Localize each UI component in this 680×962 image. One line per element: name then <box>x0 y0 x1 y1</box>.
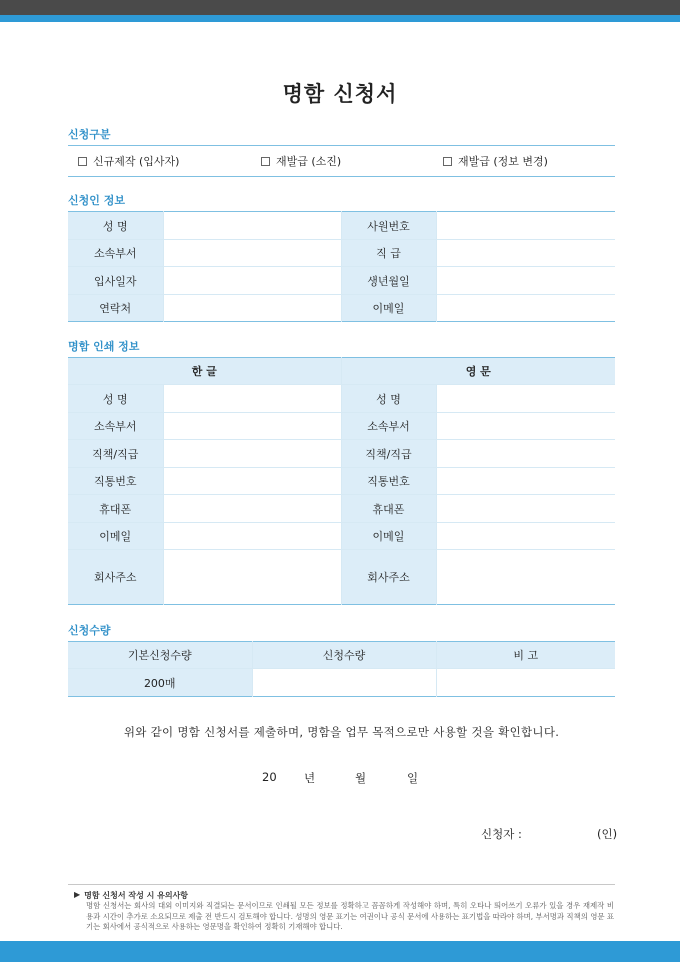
input-department[interactable] <box>163 240 341 267</box>
input-kr-name[interactable] <box>163 385 341 413</box>
category-options <box>68 147 615 175</box>
checkbox-icon[interactable] <box>443 157 452 166</box>
checkbox-reissue-exhausted[interactable] <box>261 153 341 169</box>
input-kr-mobile[interactable] <box>163 495 341 523</box>
notes-body: 명함 신청서는 회사의 대외 이미지와 직결되는 문서이므로 인쇄될 모든 정보를 정확하고 꼼꼼하게 작성해야 하며, 특히 오타나 띄어쓰기 오류가 있을 경우 재제작 비용과 시간이 추가로 소요되므로 제출 전 반드시 검토해야 합니다. 성명의 영문 표기는 여권이나 공식 문서에 사용하는 표기법을 따라야 하며, 부서명과 직책의 영문 표기는 회사에서 공식적으로 사용하는 영문명을 확인하여 정확히 기재해야 합니다. <box>86 901 614 932</box>
input-email[interactable] <box>436 295 615 322</box>
section-title-print: 명함 인쇄 정보 <box>68 340 140 353</box>
header-base-quantity: 기본신청수량 <box>68 642 252 669</box>
label-email: 이메일 <box>341 295 436 322</box>
input-requested-quantity[interactable] <box>252 669 436 697</box>
label-contact: 연락처 <box>68 295 163 322</box>
header-requested-quantity: 신청수량 <box>252 642 436 669</box>
checkbox-new[interactable] <box>78 153 179 169</box>
header-english: 영 문 <box>341 358 615 385</box>
applicant-signature-label: 신청자 : <box>481 827 522 841</box>
table-row <box>68 440 615 468</box>
bottom-bar-accent <box>0 941 680 962</box>
section-rule <box>68 145 615 146</box>
label-kr-department: 소속부서 <box>68 413 163 440</box>
table-header-row <box>68 642 615 669</box>
label-kr-mobile: 휴대폰 <box>68 495 163 523</box>
label-kr-direct-line: 직통번호 <box>68 468 163 495</box>
notes-divider <box>68 884 615 885</box>
input-birth-date[interactable] <box>436 267 615 295</box>
top-bar-dark <box>0 0 680 15</box>
seal-mark: (인) <box>597 827 618 841</box>
applicant-info-table <box>68 211 615 322</box>
date-year-prefix: 20 <box>262 770 277 784</box>
section-title-category: 신청구분 <box>68 128 111 141</box>
table-row <box>68 385 615 413</box>
date-day: 일 <box>407 771 419 785</box>
input-rank[interactable] <box>436 240 615 267</box>
checkbox-icon[interactable] <box>261 157 270 166</box>
input-en-title[interactable] <box>436 440 615 468</box>
section-title-applicant: 신청인 정보 <box>68 194 125 207</box>
section-rule <box>68 176 615 177</box>
top-bar-accent <box>0 15 680 22</box>
table-row <box>68 413 615 440</box>
header-remarks: 비 고 <box>436 642 615 669</box>
label-rank: 직 급 <box>341 240 436 267</box>
label-birth-date: 생년월일 <box>341 267 436 295</box>
table-row <box>68 550 615 605</box>
section-title-quantity: 신청수량 <box>68 624 111 637</box>
form-title: 명함 신청서 <box>282 82 398 106</box>
input-employee-id[interactable] <box>436 212 615 240</box>
input-remarks[interactable] <box>436 669 615 697</box>
input-en-direct-line[interactable] <box>436 468 615 495</box>
label-en-email: 이메일 <box>341 523 436 550</box>
label-department: 소속부서 <box>68 240 163 267</box>
table-row <box>68 669 615 697</box>
input-en-department[interactable] <box>436 413 615 440</box>
confirmation-statement: 위와 같이 명함 신청서를 제출하며, 명함을 업무 목적으로만 사용할 것을 확인합니다. <box>123 725 560 739</box>
table-row <box>68 495 615 523</box>
label-en-address: 회사주소 <box>341 550 436 605</box>
print-info-table <box>68 357 615 605</box>
label-join-date: 입사일자 <box>68 267 163 295</box>
input-en-name[interactable] <box>436 385 615 413</box>
input-en-email[interactable] <box>436 523 615 550</box>
checkbox-label: 재발급 (소진) <box>276 155 342 168</box>
date-year: 년 <box>304 771 316 785</box>
checkbox-label: 재발급 (정보 변경) <box>458 155 548 168</box>
input-name[interactable] <box>163 212 341 240</box>
input-kr-address[interactable] <box>163 550 341 605</box>
label-en-department: 소속부서 <box>341 413 436 440</box>
quantity-table <box>68 641 615 697</box>
label-en-direct-line: 직통번호 <box>341 468 436 495</box>
input-join-date[interactable] <box>163 267 341 295</box>
notes-title: 명함 신청서 작성 시 유의사항 <box>84 891 189 900</box>
input-kr-department[interactable] <box>163 413 341 440</box>
label-en-name: 성 명 <box>341 385 436 413</box>
input-contact[interactable] <box>163 295 341 322</box>
label-name: 성 명 <box>68 212 163 240</box>
label-kr-name: 성 명 <box>68 385 163 413</box>
date-month: 월 <box>355 771 367 785</box>
table-row <box>68 523 615 550</box>
checkbox-label: 신규제작 (입사자) <box>93 155 180 168</box>
label-kr-email: 이메일 <box>68 523 163 550</box>
checkbox-reissue-changed[interactable] <box>443 153 548 169</box>
label-kr-address: 회사주소 <box>68 550 163 605</box>
table-row <box>68 212 615 240</box>
label-en-title: 직책/직급 <box>341 440 436 468</box>
input-en-address[interactable] <box>436 550 615 605</box>
table-row <box>68 295 615 322</box>
input-en-mobile[interactable] <box>436 495 615 523</box>
notes-heading <box>74 890 188 901</box>
base-quantity-value: 200매 <box>68 669 252 697</box>
checkbox-icon[interactable] <box>78 157 87 166</box>
table-row <box>68 240 615 267</box>
input-kr-direct-line[interactable] <box>163 468 341 495</box>
input-kr-title[interactable] <box>163 440 341 468</box>
label-en-mobile: 휴대폰 <box>341 495 436 523</box>
table-header-row <box>68 358 615 385</box>
table-row <box>68 267 615 295</box>
input-kr-email[interactable] <box>163 523 341 550</box>
table-row <box>68 468 615 495</box>
triangle-bullet-icon: ▶ <box>74 890 81 899</box>
header-korean: 한 글 <box>68 358 341 385</box>
label-employee-id: 사원번호 <box>341 212 436 240</box>
label-kr-title: 직책/직급 <box>68 440 163 468</box>
